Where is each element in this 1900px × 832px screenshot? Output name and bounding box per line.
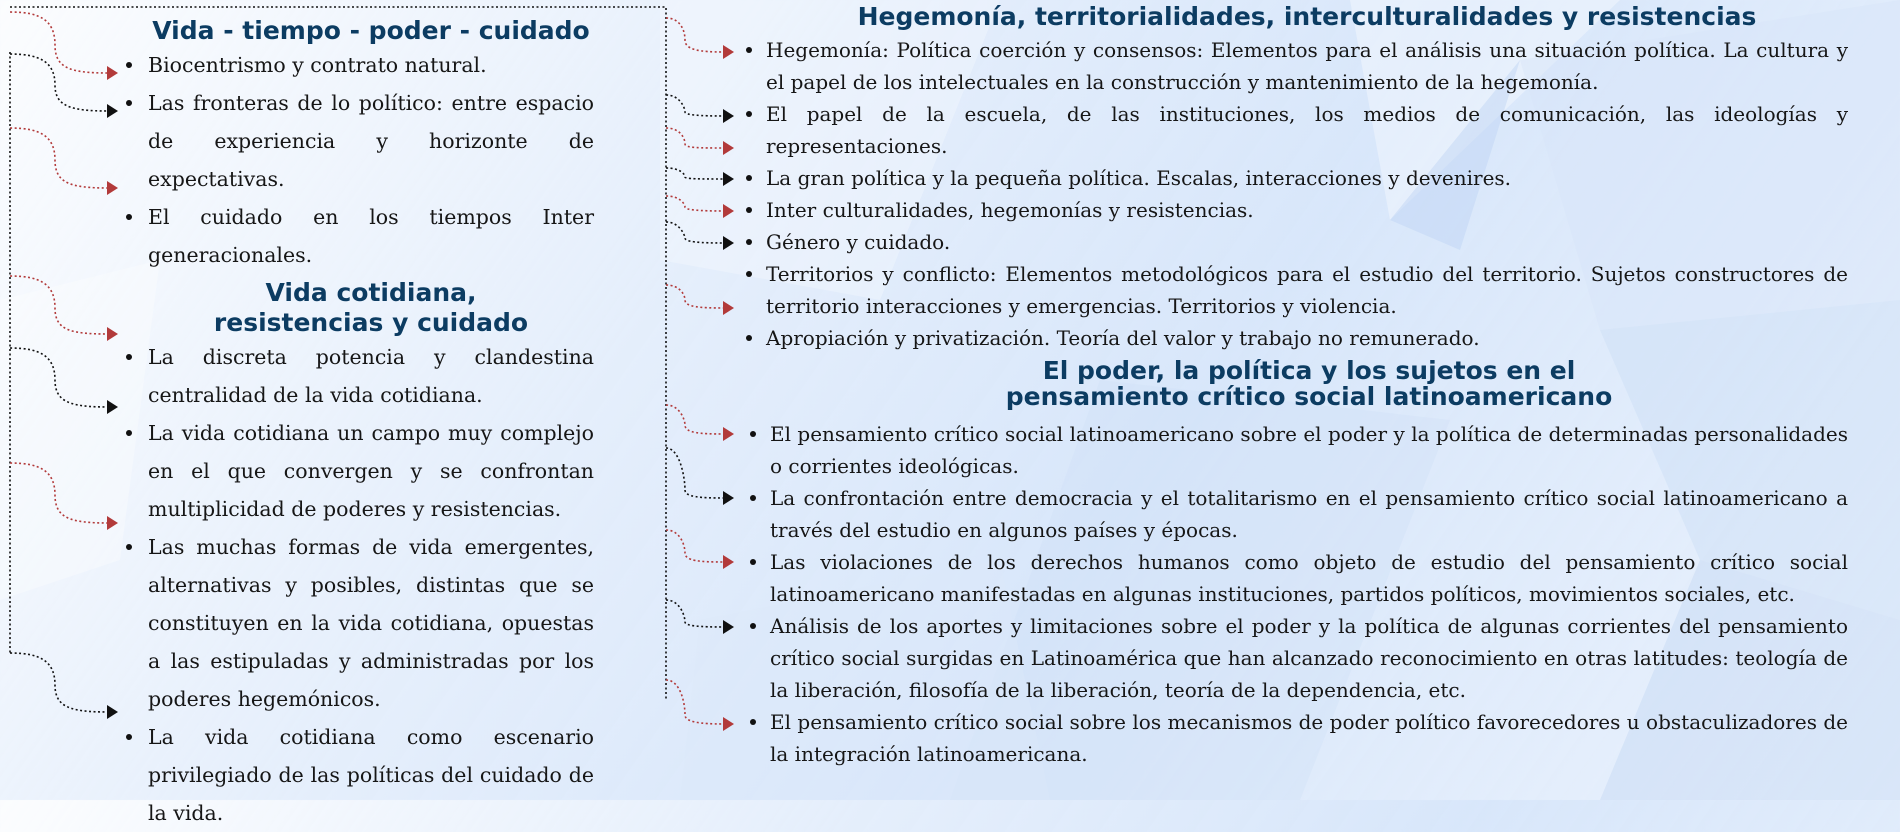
list-item: La vida cotidiana un campo muy complejo en el que convergen y se confrontan multiplicidad de poderes y resistencias. [148,414,594,528]
arrow-icon [723,204,734,218]
section-title-poder-politica [770,358,1848,410]
list-item: Análisis de los aportes y limitaciones sobre el poder y la política de algunas corrientes del pensamiento crítico social surgidas en Latinoamérica que han alcanzado reconocimiento en otras latitudes: teología de la liberación, filosofía de la liberación, teoría de la dependencia, etc. [770,610,1848,706]
arrow-icon [723,301,734,315]
list-item: La confrontación entre democracia y el totalitarismo en el pensamiento crítico social latinoamericano a través del estudio en algunos países y épocas. [770,482,1848,546]
section-title-hegemonia: Hegemonía, territorialidades, interculturalidades y resistencias [857,2,1757,31]
arrow-icon [723,236,734,250]
list-item: Inter culturalidades, hegemonías y resistencias. [766,194,1848,226]
list-item: El pensamiento crítico social latinoamericano sobre el poder y la política de determinadas personalidades o corrientes ideológicas. [770,418,1848,482]
section-title-line: El poder, la política y los sujetos en el [1042,356,1576,385]
arrow-icon [723,620,734,634]
section-title-line: resistencias y cuidado [213,308,529,337]
list-item: Las muchas formas de vida emergentes, alternativas y posibles, distintas que se constituyen en la vida cotidiana, opuestas a las estipuladas y administradas por los poderes hegemónicos. [148,528,594,718]
arrow-icon [723,717,734,731]
poder-politica-section [770,358,1848,770]
list-item: El pensamiento crítico social sobre los mecanismos de poder político favorecedores u obstaculizadores de la integración latinoamericana. [770,706,1848,770]
list-item: Territorios y conflicto: Elementos metodológicos para el estudio del territorio. Sujetos constructores de territorio interacciones y emergencias. Territorios y violencia. [766,258,1848,322]
arrow-icon [723,491,734,505]
arrow-icon [107,516,118,530]
vida-cotidiana-list [148,338,594,832]
arrow-icon [107,181,118,195]
poder-politica-list [770,418,1848,770]
arrow-icon [723,141,734,155]
section-title-vida-tiempo: Vida - tiempo - poder - cuidado [152,16,590,45]
arrow-icon [107,400,118,414]
list-item: Apropiación y privatización. Teoría del valor y trabajo no remunerado. [766,322,1848,354]
list-item: Género y cuidado. [766,226,1848,258]
list-item: La gran política y la pequeña política. Escalas, interacciones y devenires. [766,162,1848,194]
vida-tiempo-list [148,46,594,274]
list-item: El papel de la escuela, de las instituciones, los medios de comunicación, las ideologías y representaciones. [766,98,1848,162]
arrow-icon [723,172,734,186]
left-column [148,16,594,832]
arrow-icon [107,66,118,80]
list-item: La vida cotidiana como escenario privilegiado de las políticas del cuidado de la vida. [148,718,594,832]
arrow-icon [107,327,118,341]
list-item: Biocentrismo y contrato natural. [148,46,594,84]
list-item: Hegemonía: Política coerción y consensos: Elementos para el análisis una situación política. La cultura y el papel de los intelectuales en la construcción y mantenimiento de la hegemonía. [766,34,1848,98]
section-title-vida-cotidiana [148,278,594,338]
hegemonia-list [766,34,1848,354]
list-item: La discreta potencia y clandestina centralidad de la vida cotidiana. [148,338,594,414]
list-item: Las violaciones de los derechos humanos como objeto de estudio del pensamiento crítico social latinoamericano manifestadas en algunas instituciones, partidos políticos, movimientos sociales, etc. [770,546,1848,610]
arrow-icon [723,109,734,123]
arrow-icon [723,555,734,569]
arrow-icon [107,705,118,719]
arrow-icon [723,45,734,59]
arrow-icon [107,104,118,118]
section-title-line: Vida cotidiana, [265,278,477,307]
arrow-icon [723,427,734,441]
list-item: El cuidado en los tiempos Inter generacionales. [148,198,594,274]
section-title-line: pensamiento crítico social latinoamericano [1005,382,1613,411]
list-item: Las fronteras de lo político: entre espacio de experiencia y horizonte de expectativas. [148,84,594,198]
hegemonia-section [766,0,1848,354]
